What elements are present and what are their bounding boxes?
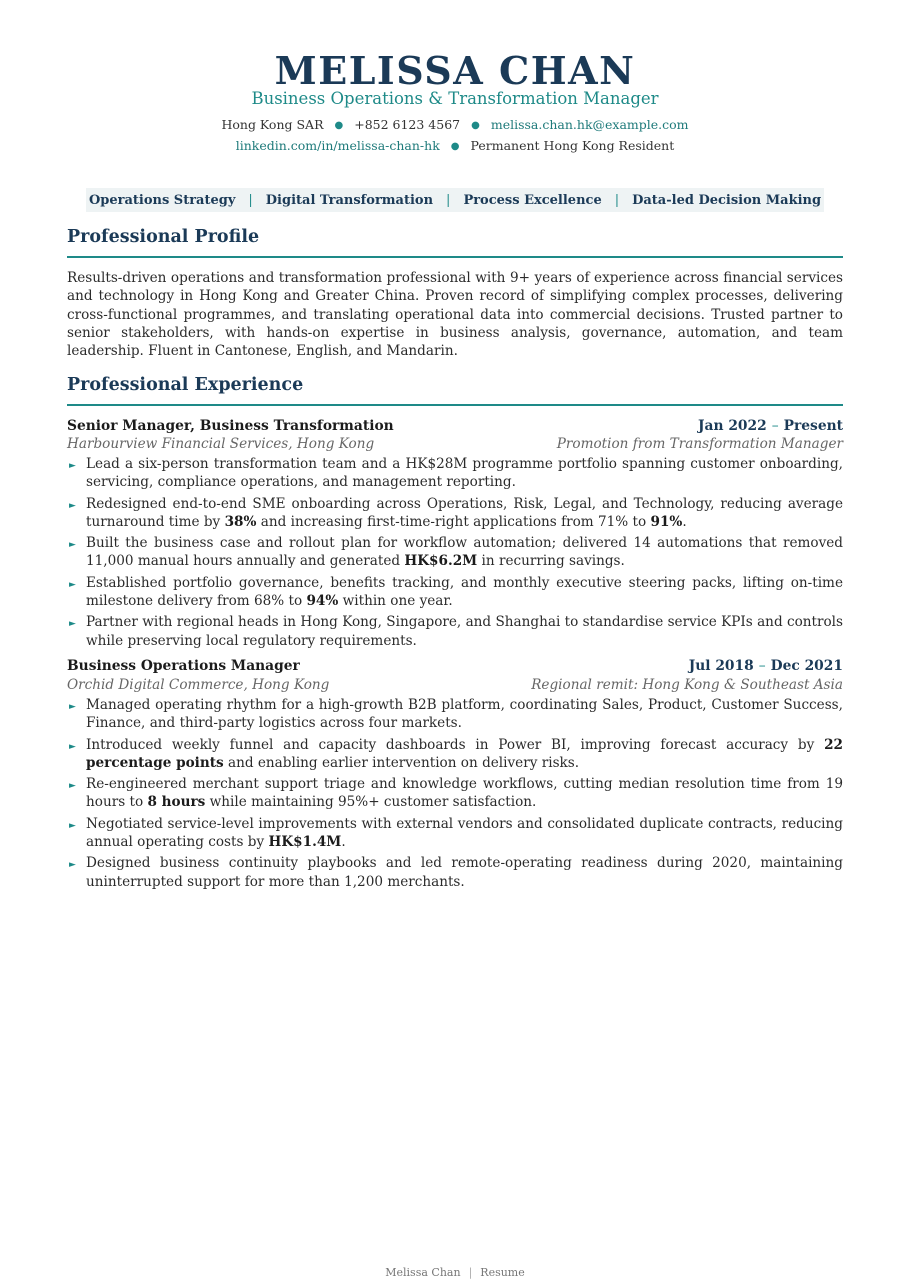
- skill-divider: |: [446, 192, 451, 208]
- footer-name: Melissa Chan: [385, 1266, 461, 1279]
- skills-bar: [86, 188, 824, 212]
- bullet-separator-icon: ●: [471, 120, 480, 131]
- list-item: ► Established portfolio governance, benefits tracking, and monthly executive steering packs, lifting on-time milestone delivery from 68% to 94% within one year.: [69, 574, 843, 610]
- list-item: ► Redesigned end-to-end SME onboarding across Operations, Risk, Legal, and Technology, reducing average turnaround time by 38% and increasing first-time-right applications from 71% to 91%.: [69, 495, 843, 530]
- email-link[interactable]: melissa.chan.hk@example.com: [490, 117, 689, 132]
- footer-divider: |: [468, 1266, 473, 1279]
- skill-divider: |: [614, 192, 620, 208]
- skill-divider: |: [248, 192, 253, 208]
- skill-tag: Data-led Decision Making: [632, 192, 822, 208]
- triangle-bullet-icon: ►: [69, 579, 76, 590]
- job-bullets: [67, 696, 843, 894]
- job-bullets: [67, 455, 843, 653]
- candidate-name: MELISSA CHAN: [274, 48, 636, 93]
- section-rule: [67, 256, 843, 258]
- list-item: ► Partner with regional heads in Hong Kong, Singapore, and Shanghai to standardise service KPIs and controls while preserving local regulatory requirements.: [69, 614, 843, 649]
- linkedin-link[interactable]: linkedin.com/in/melissa-chan-hk: [235, 138, 440, 153]
- phone-text: +852 6123 4567: [354, 117, 461, 132]
- skill-tag: Operations Strategy: [88, 192, 236, 208]
- list-item: ► Lead a six-person transformation team and a HK$28M programme portfolio spanning customer onboarding, servicing, compliance operations, and management reporting.: [69, 456, 843, 491]
- list-item: ► Re-engineered merchant support triage and knowledge workflows, cutting median resolution time from 19 hours to 8 hours while maintaining 95%+ customer satisfaction.: [69, 776, 843, 811]
- job-dates: Jul 2018 – Dec 2021: [688, 658, 843, 674]
- location-text: Hong Kong SAR: [221, 117, 324, 132]
- contact-row-1: [67, 117, 843, 135]
- list-item: ► Built the business case and rollout plan for workflow automation; delivered 14 automations that removed 11,000 manual hours annually and generated HK$6.2M in recurring savings.: [69, 535, 843, 570]
- section-rule: [67, 404, 843, 406]
- job-note: Promotion from Transformation Manager: [556, 436, 843, 452]
- triangle-bullet-icon: ►: [69, 820, 76, 831]
- job-organization: Harbourview Financial Services, Hong Kong: [67, 436, 375, 452]
- job-note: Regional remit: Hong Kong & Southeast Asia: [531, 677, 843, 693]
- list-item: ► Negotiated service-level improvements with external vendors and consolidated duplicate contracts, reducing annual operating costs by HK$1.4M.: [69, 815, 843, 851]
- skill-tag: Process Excellence: [463, 192, 602, 208]
- triangle-bullet-icon: ►: [69, 781, 76, 792]
- job-title: Senior Manager, Business Transformation: [67, 418, 394, 434]
- list-item: ► Designed business continuity playbooks and led remote-operating readiness during 2020, maintaining uninterrupted support for more than 1,200 merchants.: [69, 855, 843, 890]
- triangle-bullet-icon: ►: [69, 540, 76, 551]
- resume-page: [67, 0, 843, 1287]
- triangle-bullet-icon: ►: [69, 741, 76, 752]
- job-title: Business Operations Manager: [67, 658, 300, 674]
- page-footer: [0, 1266, 910, 1279]
- bullet-separator-icon: ●: [334, 120, 344, 131]
- job-organization: Orchid Digital Commerce, Hong Kong: [67, 677, 330, 693]
- triangle-bullet-icon: ►: [69, 860, 76, 871]
- bullet-separator-icon: ●: [450, 141, 460, 152]
- triangle-bullet-icon: ►: [69, 619, 76, 630]
- skill-tag: Digital Transformation: [265, 192, 434, 208]
- job-dates: Jan 2022 – Present: [698, 418, 843, 434]
- residency-text: Permanent Hong Kong Resident: [470, 138, 675, 153]
- triangle-bullet-icon: ►: [69, 702, 76, 712]
- contact-row-2: [67, 138, 843, 156]
- list-item: ► Managed operating rhythm for a high-growth B2B platform, coordinating Sales, Product, Customer Success, Finance, and third-party logistics across four markets.: [69, 697, 843, 732]
- list-item: ► Introduced weekly funnel and capacity dashboards in Power BI, improving forecast accuracy by 22 percentage points and enabling earlier intervention on delivery risks.: [69, 736, 843, 771]
- triangle-bullet-icon: ►: [69, 461, 76, 471]
- triangle-bullet-icon: ►: [69, 500, 76, 511]
- profile-summary: Results-driven operations and transformation professional with 9+ years of experience across financial services and technology in Hong Kong and Greater China. Proven record of simplifying complex processes, delivering cross-functional programmes, and translating operational data into commercial decisions. Trusted partner to senior stakeholders, with hands-on expertise in business analysis, governance, automation, and team leadership. Fluent in Cantonese, English, and Mandarin.: [67, 270, 843, 360]
- footer-label: Resume: [480, 1266, 525, 1279]
- section-title-profile: Professional Profile: [67, 227, 260, 247]
- candidate-headline: Business Operations & Transformation Manager: [251, 89, 659, 108]
- section-title-experience: Professional Experience: [67, 375, 304, 395]
